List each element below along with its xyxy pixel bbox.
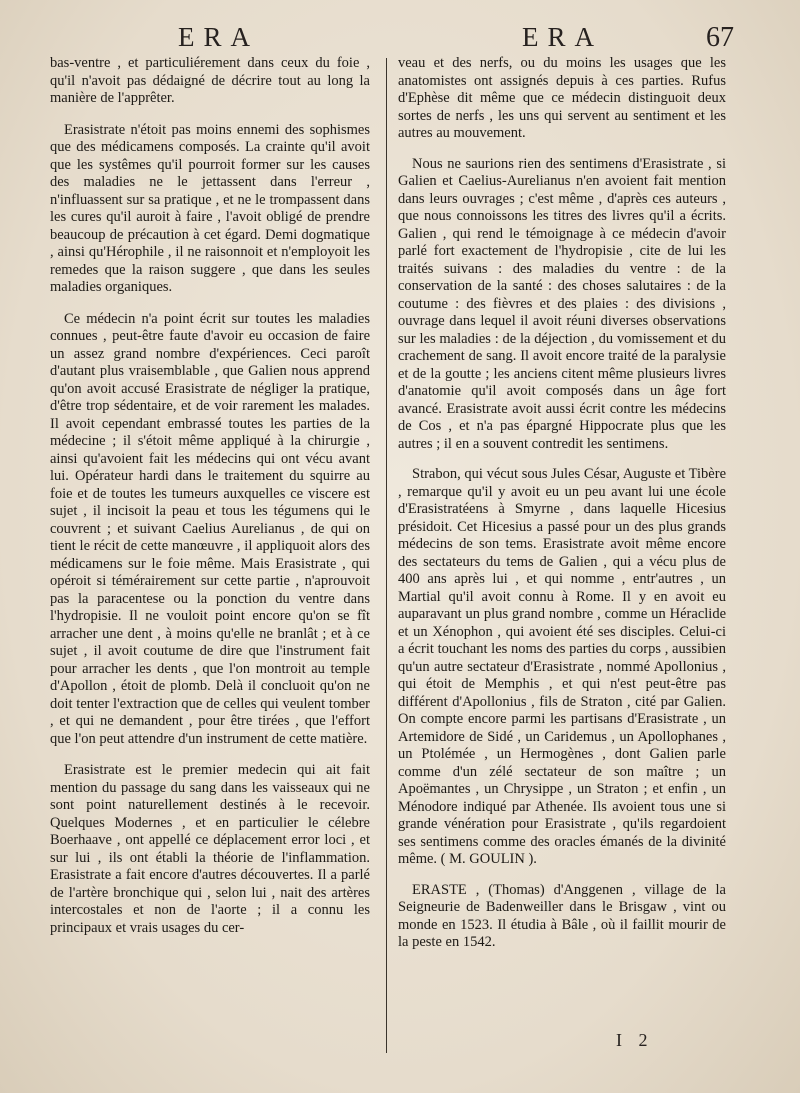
paragraph: Erasistrate est le premier medecin qui ait fait mention du passage du sang dans les vaisseaux qui ne sont point naturellement destinés à le recevoir. Quelques Modernes , et en particulier le célebre Boerhaave , ont appellé ce déplacement error loci , et sur lui , ils ont établi la théorie de l'inflammation. Erasistrate a fait encore d'autres découvertes. Il a parlé de l'artère bronchique qui , selon lui , nait des artères intercostales et non de l'aorte ; il a connu les principaux et vrais usages du cer- (50, 762, 370, 936)
paragraph: Ce médecin n'a point écrit sur toutes les maladies connues , peut-être faute d'avoir eu occasion de faire un assez grand nombre d'expériences. Ceci paroît d'autant plus vraisemblable , que Galien nous apprend qu'on avoit accusé Erasistrate de négliger la pratique, d'être trop sédentaire, et de voir rarement les malades. Il avoit cependant embrassé toutes les parties de la médecine ; il s'étoit même appliqué à la chirurgie , ainsi qu'avoient fait les médecins qui ont vécu avant lui. Opérateur hardi dans le traitement du squirre au foie et de toutes les tumeurs auxquelles ce viscere est sujet , il incisoit la peau et tous les tégumens qui le couvrent ; et suivant Caelius Aurelianus , de qui on tient le récit de cette manœuvre , il appliquoit alors des médicamens sur le foie même. Mais Erasistrate , qui opéroit si témérairement sur cette partie , n'aprouvoit pas la paracentese ou la ponction du ventre dans l'hydropisie. Il ne vouloit point encore qu'on se fît arracher une dent , à moins qu'elle ne branlât ; et à ce sujet , il avoit coutume de dire que l'instrument fait pour arracher les dents , que l'on montroit au temple d'Apollon , étoit de plomb. Delà il concluoit qu'on ne doit tenter l'extraction que de celles qui veulent tomber , et qui ne demandent , pour être tirées , que l'effort que l'on peut attendre d'un instrument de cette matière. (50, 310, 370, 747)
paragraph: veau et des nerfs, ou du moins les usages que les anatomistes ont assignés depuis à ces parties. Rufus d'Ephèse dit même que ce médecin distinguoit deux sortes de nerfs , les uns qui servent au sentiment et les autres au mouvement. (398, 55, 726, 141)
column-rule (386, 58, 387, 1053)
left-column (50, 55, 370, 951)
page-number: 67 (706, 22, 734, 53)
signature-mark: I 2 (616, 1030, 654, 1050)
entry-eraste: ERASTE , (Thomas) d'Anggenen , village de la Seigneurie de Badenweiller dans le Brisgaw , vint ou monde en 1523. Il étudia à Bâle , où il faillit mourir de la peste en 1542. (398, 881, 726, 950)
paragraph: Nous ne saurions rien des sentimens d'Erasistrate , si Galien et Caelius-Aurelianus n'en avoient fait mention dans leurs ouvrages ; c'est même , d'après ces auteurs , que nous connoissons les titres des livres qu'il a écrits. Galien , qui rend le témoignage à ce médecin d'avoir parlé fort exactement de l'hydropisie , cite de lui les traités suivans : des maladies du ventre : de la conservation de la santé : des choses salutaires : de la coutume : des fièvres et des plaies : des divisions , ouvrage dans lequel il avoit réuni diverses observations sur les maladies : de la déjection , du vomissement et du crachement de sang. Il avoit encore traité de la paralysie et de la goutte ; les anciens citent même plusieurs livres d'anatomie qu'il avoit composés dans un âge fort avancé. Erasistrate avoit aussi écrit contre les médecins de Cos , et n'a pas épargné Hippocrate plus que les autres ; il en a souvent contredit les sentimens. (398, 155, 726, 452)
paragraph: bas-ventre , et particuliérement dans ceux du foie , qu'il n'avoit pas dédaigné de décrire tout au long la manière de l'apprêter. (50, 55, 370, 106)
running-head-right: ERA (522, 22, 603, 52)
right-column (398, 55, 726, 965)
running-head-left: ERA (178, 22, 259, 52)
paragraph: Erasistrate n'étoit pas moins ennemi des sophismes que des médicamens composés. La crainte qu'il avoit que les systêmes qu'il pourroit former sur les causes des maladies ne le jettassent dans l'erreur , n'influassent sur sa pratique , et ne le trompassent dans les cures qu'il auroit à faire , l'avoit obligé de prendre beaucoup de précaution à cet égard. Demi dogmatique , ainsi qu'Hérophile , il ne raisonnoit et n'employoit les remedes que la raison suggere , que dans les seules maladies organiques. (50, 121, 370, 295)
paragraph: Strabon, qui vécut sous Jules César, Auguste et Tibère , remarque qu'il y avoit eu un peu avant lui une école d'Erasistratéens à Smyrne , dans laquelle Hicesius présidoit. Cet Hicesius a passé pour un des plus grands médecins de son tems. Erasistrate avoit même encore des sectateurs du tems de Galien , qui a vécu plus de 400 ans après lui , et qui nomme , entr'autres , un Martial qu'il avoit connu à Rome. Il y en avoit eu auparavant un plus grand nombre , comme un Héraclide et un Xénophon , qui avoient été ses disciples. Celui-ci a écrit touchant les noms des parties du corps , aussibien qu'un autre sectateur d'Erasistrate , nommé Apollonius , qui étoit de Memphis , et qui n'est peut-être pas différent d'Apollonius , fils de Straton , cité par Galien. On compte encore parmi les partisans d'Erasistrate , un Artemidore de Sidé , un Caridemus , un Apollophanes , un Ptolémée , un Hermogènes , dont Galien parle comme d'un zélé sectateur de son maître ; un Apoëmantes , un Chrysippe , un Straton ; et enfin , un Ménodore indiqué par Athenée. Ils avoient tous une si grande vénération pour Erasistrate , qu'ils regardoient ses sentimens comme des oracles émanés de la divinité même. ( M. GOULIN ). (398, 466, 726, 867)
